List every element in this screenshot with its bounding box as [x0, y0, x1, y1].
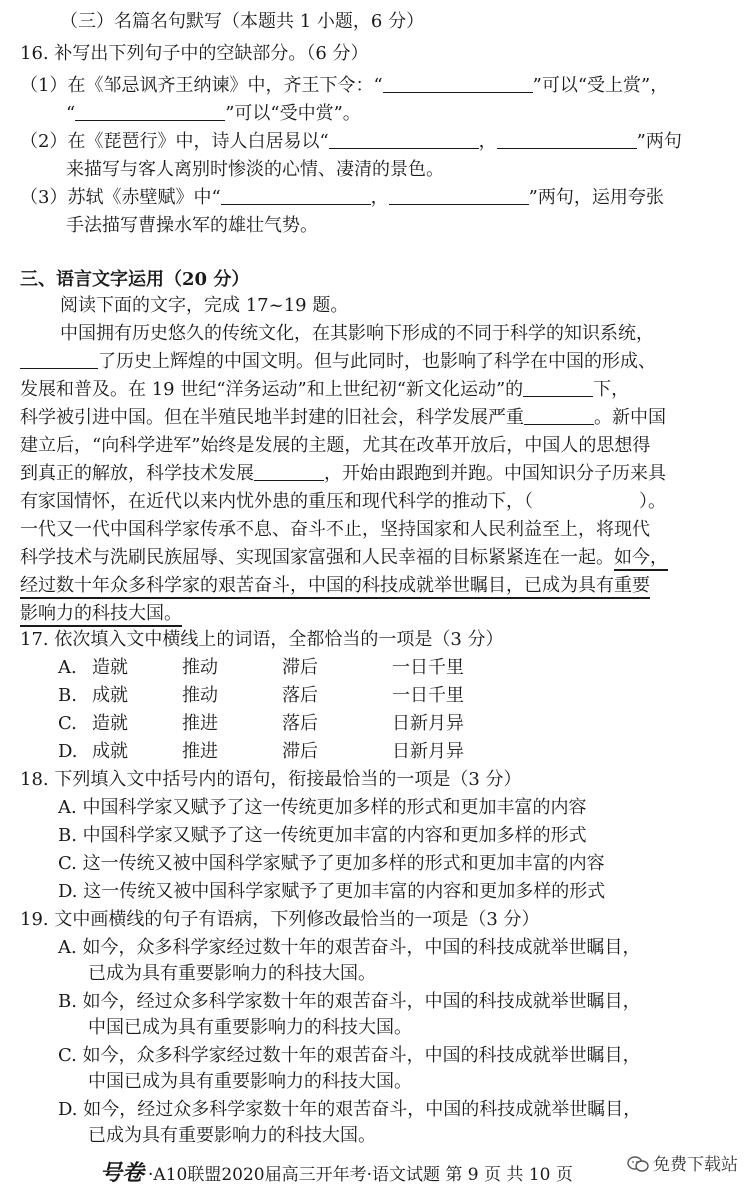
question-16-stem: 16. 补写出下列句子中的空缺部分。（6 分） — [20, 43, 369, 64]
answer-blank[interactable] — [20, 350, 98, 369]
q17-option-d[interactable]: D. — [58, 741, 78, 762]
underlined-sentence: 如今， — [614, 547, 668, 571]
q17-option-word: 造就 — [92, 657, 128, 678]
passage-line: 中国拥有历史悠久的传统文化，在其影响下形成的不同于科学的知识系统， — [60, 323, 654, 344]
passage-line: 发展和普及。在 19 世纪“洋务运动”和上世纪初“新文化运动”的 下， — [20, 379, 630, 400]
wechat-icon — [627, 1155, 649, 1173]
q17-option-word: 落后 — [282, 713, 318, 734]
q16-item-2-cont: 来描写与客人离别时惨淡的心情、凄清的景色。 — [66, 159, 444, 180]
q16-item-3-cont: 手法描写曹操水军的雄壮气势。 — [66, 215, 318, 236]
passage-line: 到真正的解放，科学技术发展 ，开始由跟跑到并跑。中国知识分子历来具 — [20, 463, 666, 484]
question-18-stem: 18. 下列填入文中括号内的语句，衔接最恰当的一项是（3 分） — [20, 769, 522, 790]
q16-item-2: （2）在《琵琶行》中，诗人白居易以“ ， ”两句 — [20, 131, 682, 152]
q17-option-word: 日新月异 — [392, 713, 464, 734]
q19-option-a-cont: 已成为具有重要影响力的科技大国。 — [88, 963, 376, 984]
answer-blank[interactable] — [254, 462, 324, 481]
underlined-sentence: 经过数十年众多科学家的艰苦奋斗，中国的科技成就举世瞩目，已成为具有重要 — [20, 575, 650, 599]
q17-option-word: 成就 — [92, 741, 128, 762]
q16-item-1: （1）在《邹忌讽齐王纳谏》中，齐王下令：“ ”可以“受上赏”， — [20, 75, 669, 96]
part3-heading: 三、语言文字运用（20 分） — [20, 269, 250, 290]
watermark: 免费下载站 — [627, 1150, 738, 1175]
publisher-logo: 号卷 — [100, 1160, 145, 1186]
q18-option-d[interactable]: D. 这一传统又被中国科学家赋予了更加丰富的内容和更加多样的形式 — [58, 881, 606, 902]
section-heading: （三）名篇名句默写（本题共 1 小题，6 分） — [60, 11, 425, 32]
q19-option-b[interactable]: B. 如今，经过众多科学家数十年的艰苦奋斗，中国的科技成就举世瞩目， — [58, 991, 641, 1012]
q17-option-word: 日新月异 — [392, 741, 464, 762]
q17-option-c[interactable]: C. — [58, 713, 77, 734]
passage-line: 一代又一代中国科学家传承不息、奋斗不止，坚持国家和人民利益至上，将现代 — [20, 519, 650, 540]
passage-line — [20, 572, 650, 599]
part3-instruction: 阅读下面的文字，完成 17~19 题。 — [60, 295, 349, 316]
q19-option-d[interactable]: D. 如今，经过众多科学家数十年的艰苦奋斗，中国的科技成就举世瞩目， — [58, 1099, 642, 1120]
q17-option-b[interactable]: B. — [58, 685, 77, 706]
q19-option-d-cont: 已成为具有重要影响力的科技大国。 — [88, 1125, 376, 1146]
answer-blank[interactable] — [383, 74, 533, 93]
q17-option-word: 造就 — [92, 713, 128, 734]
q18-option-a[interactable]: A. 中国科学家又赋予了这一传统更加多样的形式和更加丰富的内容 — [58, 797, 587, 818]
passage-line: 科学被引进中国。但在半殖民地半封建的旧社会，科学发展严重 。新中国 — [20, 407, 666, 428]
answer-blank[interactable] — [524, 406, 594, 425]
q19-option-a[interactable]: A. 如今，众多科学家经过数十年的艰苦奋斗，中国的科技成就举世瞩目， — [58, 937, 641, 958]
q17-option-word: 推动 — [182, 657, 218, 678]
answer-blank[interactable] — [523, 378, 593, 397]
q17-option-a[interactable]: A. — [58, 657, 77, 678]
underlined-sentence: 影响力的科技大国。 — [20, 603, 182, 627]
passage-line: 了历史上辉煌的中国文明。但与此同时，也影响了科学在中国的形成、 — [20, 348, 656, 375]
answer-blank[interactable] — [221, 186, 371, 205]
q18-option-c[interactable]: C. 这一传统又被中国科学家赋予了更加多样的形式和更加丰富的内容 — [58, 853, 605, 874]
q17-option-word: 滞后 — [282, 657, 318, 678]
q17-option-word: 滞后 — [282, 741, 318, 762]
q17-option-word: 推动 — [182, 685, 218, 706]
passage-line: 有家国情怀，在近代以来内忧外患的重压和现代科学的推动下，（ ）。 — [20, 491, 666, 512]
q17-option-word: 推进 — [182, 741, 218, 762]
q19-option-b-cont: 中国已成为具有重要影响力的科技大国。 — [88, 1017, 412, 1038]
page-footer — [100, 1158, 573, 1188]
question-17-stem: 17. 依次填入文中横线上的词语，全都恰当的一项是（3 分） — [20, 629, 504, 650]
passage-line — [20, 600, 182, 627]
q17-option-word: 一日千里 — [392, 685, 464, 706]
q19-option-c[interactable]: C. 如今，众多科学家经过数十年的艰苦奋斗，中国的科技成就举世瞩目， — [58, 1045, 641, 1066]
answer-blank[interactable] — [497, 130, 637, 149]
q17-option-word: 推进 — [182, 713, 218, 734]
q17-option-word: 一日千里 — [392, 657, 464, 678]
question-19-stem: 19. 文中画横线的句子有语病，下列修改最恰当的一项是（3 分） — [20, 909, 540, 930]
passage-line: 建立后，“向科学进军”始终是发展的主题，尤其在改革开放后，中国人的思想得 — [20, 435, 651, 456]
q17-option-word: 落后 — [282, 685, 318, 706]
q19-option-c-cont: 中国已成为具有重要影响力的科技大国。 — [88, 1071, 412, 1092]
answer-blank[interactable] — [75, 102, 225, 121]
q18-option-b[interactable]: B. 中国科学家又赋予了这一传统更加丰富的内容和更加多样的形式 — [58, 825, 587, 846]
passage-line: 科学技术与洗刷民族屈辱、实现国家富强和人民幸福的目标紧紧连在一起。如今， — [20, 544, 668, 571]
answer-blank[interactable] — [329, 130, 479, 149]
q16-item-1-cont: “ ”可以“受中赏”。 — [66, 103, 361, 124]
answer-blank[interactable] — [389, 186, 529, 205]
q17-option-word: 成就 — [92, 685, 128, 706]
q16-item-3: （3）苏轼《赤壁赋》中“ ， ”两句，运用夸张 — [20, 187, 664, 208]
footer-text: ·A10联盟2020届高三开年考·语文试题 第 9 页 共 10 页 — [148, 1165, 573, 1185]
